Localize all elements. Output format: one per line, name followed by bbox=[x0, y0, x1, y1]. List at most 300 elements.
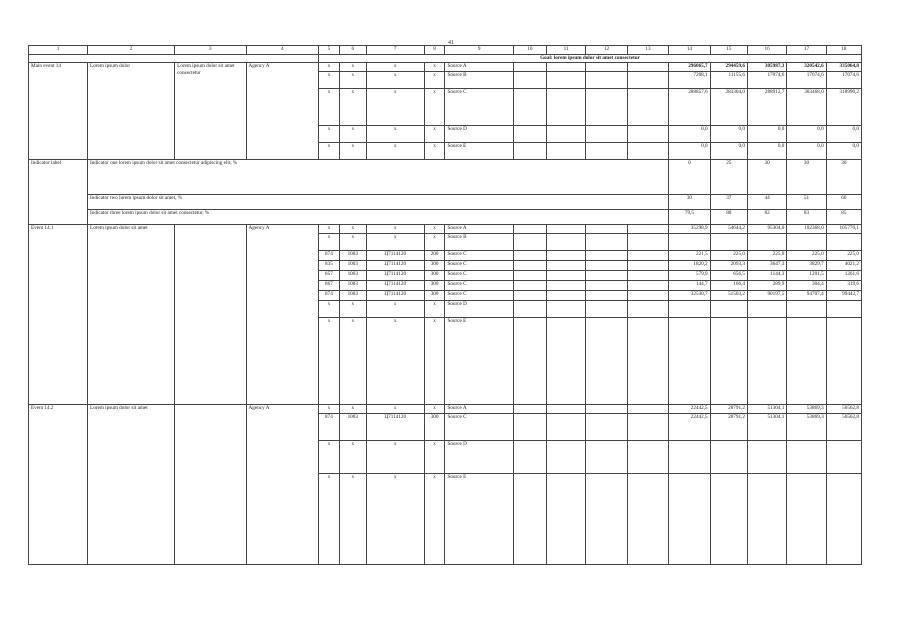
source-cell: Source C bbox=[445, 89, 513, 126]
column-number: 9 bbox=[445, 46, 513, 55]
value-cell: 85 bbox=[826, 210, 861, 225]
empty-cell bbox=[546, 405, 585, 414]
kbk-cell: x bbox=[319, 318, 340, 405]
source-cell: Source B bbox=[445, 234, 513, 251]
kbk-cell: x bbox=[319, 301, 340, 318]
source-cell: Source E bbox=[445, 318, 513, 405]
kbk-cell: x bbox=[339, 234, 366, 251]
empty-cell bbox=[513, 301, 546, 318]
kbk-cell: x bbox=[424, 143, 445, 160]
kbk-cell: x bbox=[366, 441, 424, 474]
value-cell: 305987,3 bbox=[747, 63, 786, 72]
kbk-cell: 300 bbox=[424, 414, 445, 441]
empty-cell bbox=[513, 474, 546, 565]
value-cell: 60 bbox=[826, 195, 861, 210]
column-number: 4 bbox=[246, 46, 319, 55]
kbk-cell: x bbox=[424, 441, 445, 474]
value-cell bbox=[710, 474, 747, 565]
source-cell: Source E bbox=[445, 474, 513, 565]
kbk-cell: x bbox=[339, 318, 366, 405]
value-cell: 318990,2 bbox=[826, 89, 861, 126]
kbk-cell: x bbox=[319, 225, 340, 234]
source-cell: Source B bbox=[445, 72, 513, 89]
page-number: 41 bbox=[448, 40, 454, 46]
kbk-cell: x bbox=[366, 318, 424, 405]
main_event-row bbox=[29, 63, 862, 72]
empty-cell bbox=[586, 474, 627, 565]
kbk-cell: x bbox=[366, 126, 424, 143]
value-cell: 0,0 bbox=[710, 143, 747, 160]
value-cell: 80 bbox=[710, 210, 747, 225]
goal-row bbox=[29, 55, 862, 63]
value-cell: 51503,2 bbox=[710, 291, 747, 301]
value-cell: 30 bbox=[669, 195, 710, 210]
empty-cell bbox=[513, 261, 546, 271]
kbk-cell: x bbox=[319, 63, 340, 72]
event-label: Event 14.2 bbox=[29, 405, 88, 565]
source-cell: Source D bbox=[445, 126, 513, 143]
value-cell: 83 bbox=[787, 210, 826, 225]
kbk-cell: x bbox=[424, 474, 445, 565]
value-cell: 30 bbox=[826, 160, 861, 195]
value-cell: 296065,7 bbox=[669, 63, 710, 72]
value-cell: 1144,3 bbox=[747, 271, 786, 281]
value-cell bbox=[787, 301, 826, 318]
value-cell: 283304,0 bbox=[710, 89, 747, 126]
empty-cell bbox=[627, 143, 668, 160]
kbk-cell: x bbox=[339, 405, 366, 414]
kbk-cell: x bbox=[319, 143, 340, 160]
event-result bbox=[175, 405, 246, 565]
value-cell bbox=[826, 234, 861, 251]
source-cell: Source C bbox=[445, 414, 513, 441]
value-cell: 303468,0 bbox=[787, 89, 826, 126]
value-cell: 0 bbox=[669, 160, 710, 195]
kbk-cell: x bbox=[366, 234, 424, 251]
event_1-row bbox=[29, 225, 862, 234]
kbk-cell: x bbox=[366, 225, 424, 234]
value-cell: 0,0 bbox=[787, 126, 826, 143]
value-cell: 0,0 bbox=[787, 143, 826, 160]
event-result: Lorem ipsum dolor sit amet consectetur bbox=[175, 63, 246, 160]
empty-cell bbox=[627, 281, 668, 291]
kbk-cell: Ц7114120 bbox=[366, 261, 424, 271]
value-cell bbox=[787, 234, 826, 251]
value-cell bbox=[710, 301, 747, 318]
kbk-cell: x bbox=[319, 89, 340, 126]
value-cell: 288912,7 bbox=[747, 89, 786, 126]
source-cell: Source A bbox=[445, 225, 513, 234]
empty-cell bbox=[546, 89, 585, 126]
event_2-row bbox=[29, 405, 862, 414]
value-cell: 82 bbox=[747, 210, 786, 225]
empty-cell bbox=[546, 72, 585, 89]
source-cell: Source C bbox=[445, 251, 513, 261]
empty-cell bbox=[546, 281, 585, 291]
empty-cell bbox=[627, 72, 668, 89]
indicator-row bbox=[29, 160, 862, 195]
source-cell: Source D bbox=[445, 441, 513, 474]
empty-cell bbox=[586, 291, 627, 301]
value-cell: 54644,2 bbox=[710, 225, 747, 234]
value-cell: 28791,2 bbox=[710, 414, 747, 441]
value-cell: 51 bbox=[787, 195, 826, 210]
value-cell: 30 bbox=[787, 160, 826, 195]
value-cell: 1820,2 bbox=[669, 261, 710, 271]
column-number: 12 bbox=[586, 46, 627, 55]
value-cell bbox=[787, 441, 826, 474]
value-cell: 56562,8 bbox=[826, 405, 861, 414]
value-cell: 0,0 bbox=[669, 126, 710, 143]
kbk-cell: 835 bbox=[319, 261, 340, 271]
kbk-cell: 1003 bbox=[339, 281, 366, 291]
value-cell: 2093,3 bbox=[710, 261, 747, 271]
empty-cell bbox=[586, 441, 627, 474]
kbk-cell: 300 bbox=[424, 261, 445, 271]
value-cell: 51304,1 bbox=[747, 414, 786, 441]
kbk-cell: x bbox=[339, 225, 366, 234]
empty-cell bbox=[546, 474, 585, 565]
empty-cell bbox=[627, 318, 668, 405]
empty-cell bbox=[586, 126, 627, 143]
empty-cell bbox=[546, 261, 585, 271]
event-executor: Agency A bbox=[246, 225, 319, 405]
value-cell: 0,0 bbox=[669, 143, 710, 160]
kbk-cell: 300 bbox=[424, 281, 445, 291]
kbk-cell: 200 bbox=[424, 251, 445, 261]
source-cell: Source C bbox=[445, 281, 513, 291]
budget-table bbox=[28, 45, 862, 565]
value-cell bbox=[826, 318, 861, 405]
value-cell bbox=[669, 301, 710, 318]
value-cell: 335064,8 bbox=[826, 63, 861, 72]
kbk-cell: x bbox=[366, 89, 424, 126]
kbk-cell: Ц7114120 bbox=[366, 271, 424, 281]
empty-cell bbox=[513, 234, 546, 251]
empty-cell bbox=[513, 405, 546, 414]
value-cell: 166,4 bbox=[710, 281, 747, 291]
empty-cell bbox=[627, 271, 668, 281]
kbk-cell: 1003 bbox=[339, 251, 366, 261]
empty-cell bbox=[627, 251, 668, 261]
event-executor: Agency A bbox=[246, 405, 319, 565]
column-number: 14 bbox=[669, 46, 710, 55]
event-label: Event 14.1 bbox=[29, 225, 88, 405]
value-cell bbox=[747, 474, 786, 565]
value-cell: 7208,1 bbox=[669, 72, 710, 89]
value-cell: 289,9 bbox=[747, 281, 786, 291]
empty-cell bbox=[586, 271, 627, 281]
value-cell: 225,0 bbox=[747, 251, 786, 261]
kbk-cell: x bbox=[339, 441, 366, 474]
empty-cell bbox=[513, 291, 546, 301]
value-cell bbox=[710, 234, 747, 251]
event-executor: Agency A bbox=[246, 63, 319, 160]
kbk-cell: x bbox=[319, 126, 340, 143]
value-cell bbox=[669, 234, 710, 251]
kbk-cell: x bbox=[424, 126, 445, 143]
empty-cell bbox=[546, 291, 585, 301]
kbk-cell: x bbox=[424, 89, 445, 126]
indicator-label: Indicator label bbox=[29, 160, 88, 225]
empty-cell bbox=[546, 234, 585, 251]
empty-cell bbox=[546, 301, 585, 318]
empty-cell bbox=[513, 126, 546, 143]
indicator-row bbox=[29, 210, 862, 225]
column-number: 6 bbox=[339, 46, 366, 55]
kbk-cell: x bbox=[339, 474, 366, 565]
kbk-cell: 1003 bbox=[339, 291, 366, 301]
kbk-cell: Ц7114120 bbox=[366, 291, 424, 301]
empty-cell bbox=[586, 301, 627, 318]
value-cell: 3647,3 bbox=[747, 261, 786, 271]
value-cell: 294459,6 bbox=[710, 63, 747, 72]
value-cell: 319,6 bbox=[826, 281, 861, 291]
value-cell: 17074,6 bbox=[747, 72, 786, 89]
empty-cell bbox=[627, 301, 668, 318]
value-cell bbox=[747, 441, 786, 474]
column-number: 13 bbox=[627, 46, 668, 55]
value-cell: 35298,9 bbox=[669, 225, 710, 234]
empty-cell bbox=[513, 414, 546, 441]
kbk-cell: x bbox=[319, 72, 340, 89]
value-cell: 304,4 bbox=[787, 281, 826, 291]
indicator-text: Indicator one lorem ipsum dolor sit amet consectetur adipiscing elit, % bbox=[88, 160, 669, 195]
empty-cell bbox=[546, 143, 585, 160]
value-cell: 22442,5 bbox=[669, 414, 710, 441]
indicator-text: Indicator three lorem ipsum dolor sit amet consectetur, % bbox=[88, 210, 669, 225]
kbk-cell: Ц7114120 bbox=[366, 414, 424, 441]
event-result bbox=[175, 225, 246, 405]
kbk-cell: 1003 bbox=[339, 261, 366, 271]
value-cell: 221,5 bbox=[669, 251, 710, 261]
value-cell: 90197,5 bbox=[747, 291, 786, 301]
source-cell: Source A bbox=[445, 405, 513, 414]
kbk-cell: x bbox=[366, 72, 424, 89]
source-cell: Source C bbox=[445, 271, 513, 281]
value-cell: 53869,3 bbox=[787, 414, 826, 441]
empty-cell bbox=[513, 318, 546, 405]
kbk-cell: 874 bbox=[319, 251, 340, 261]
kbk-cell: x bbox=[424, 318, 445, 405]
value-cell: 32530,7 bbox=[669, 291, 710, 301]
empty-cell bbox=[586, 89, 627, 126]
value-cell: 28791,2 bbox=[710, 405, 747, 414]
value-cell bbox=[826, 474, 861, 565]
empty-cell bbox=[627, 405, 668, 414]
value-cell: 56562,8 bbox=[826, 414, 861, 441]
value-cell: 225,0 bbox=[787, 251, 826, 261]
empty-cell bbox=[546, 318, 585, 405]
source-cell: Source A bbox=[445, 63, 513, 72]
value-cell: 320542,6 bbox=[787, 63, 826, 72]
kbk-cell: x bbox=[424, 225, 445, 234]
value-cell: 53869,3 bbox=[787, 405, 826, 414]
empty-cell bbox=[586, 225, 627, 234]
empty-cell bbox=[546, 414, 585, 441]
source-cell: Source C bbox=[445, 261, 513, 271]
kbk-cell: x bbox=[424, 72, 445, 89]
column-number: 3 bbox=[175, 46, 246, 55]
empty-cell bbox=[546, 126, 585, 143]
empty-cell bbox=[586, 72, 627, 89]
empty-cell bbox=[627, 291, 668, 301]
column-number: 16 bbox=[747, 46, 786, 55]
column-number: 5 bbox=[319, 46, 340, 55]
value-cell bbox=[787, 318, 826, 405]
kbk-cell: x bbox=[339, 72, 366, 89]
empty-cell bbox=[627, 126, 668, 143]
empty-cell bbox=[627, 225, 668, 234]
empty-cell bbox=[513, 63, 546, 72]
empty-cell bbox=[627, 63, 668, 72]
kbk-cell: x bbox=[366, 63, 424, 72]
value-cell: 79,5 bbox=[669, 210, 710, 225]
column-number: 8 bbox=[424, 46, 445, 55]
empty-cell bbox=[546, 441, 585, 474]
kbk-cell: 300 bbox=[424, 271, 445, 281]
kbk-cell: 1003 bbox=[339, 414, 366, 441]
kbk-cell: x bbox=[319, 441, 340, 474]
empty-cell bbox=[627, 89, 668, 126]
value-cell: 1261,6 bbox=[826, 271, 861, 281]
column-number: 18 bbox=[826, 46, 861, 55]
value-cell bbox=[747, 234, 786, 251]
kbk-cell: 867 bbox=[319, 281, 340, 291]
value-cell: 3829,7 bbox=[787, 261, 826, 271]
empty-cell bbox=[513, 441, 546, 474]
kbk-cell: 300 bbox=[424, 291, 445, 301]
value-cell: 105770,1 bbox=[826, 225, 861, 234]
value-cell bbox=[787, 474, 826, 565]
kbk-cell: x bbox=[339, 143, 366, 160]
value-cell bbox=[669, 441, 710, 474]
column-number: 11 bbox=[546, 46, 585, 55]
kbk-cell: x bbox=[424, 405, 445, 414]
empty-cell bbox=[513, 225, 546, 234]
value-cell: 95304,0 bbox=[747, 225, 786, 234]
value-cell: 4021,2 bbox=[826, 261, 861, 271]
kbk-cell: x bbox=[319, 234, 340, 251]
kbk-cell: 874 bbox=[319, 414, 340, 441]
empty-cell bbox=[546, 63, 585, 72]
kbk-cell: x bbox=[424, 63, 445, 72]
source-cell: Source D bbox=[445, 301, 513, 318]
kbk-cell: x bbox=[366, 301, 424, 318]
value-cell: 1201,5 bbox=[787, 271, 826, 281]
kbk-cell: x bbox=[366, 143, 424, 160]
empty-cell bbox=[627, 261, 668, 271]
kbk-cell: x bbox=[319, 474, 340, 565]
column-number: 10 bbox=[513, 46, 546, 55]
empty-cell bbox=[586, 261, 627, 271]
column-number: 2 bbox=[88, 46, 175, 55]
kbk-cell: 874 bbox=[319, 291, 340, 301]
value-cell: 17074,6 bbox=[826, 72, 861, 89]
column-number: 7 bbox=[366, 46, 424, 55]
value-cell: 656,5 bbox=[710, 271, 747, 281]
empty-cell bbox=[513, 89, 546, 126]
indicator-row bbox=[29, 195, 862, 210]
empty-cell bbox=[586, 414, 627, 441]
event-label: Main event 14 bbox=[29, 63, 88, 160]
empty-cell bbox=[586, 251, 627, 261]
value-cell: 17074,6 bbox=[787, 72, 826, 89]
value-cell: 0,0 bbox=[826, 143, 861, 160]
event-name: Lorem ipsum dolor sit amet bbox=[88, 405, 175, 565]
column-number: 1 bbox=[29, 46, 88, 55]
kbk-cell: x bbox=[424, 234, 445, 251]
empty-cell bbox=[546, 251, 585, 261]
column-number: 17 bbox=[787, 46, 826, 55]
goal-text: Goal: lorem ipsum dolor sit amet consectetur bbox=[319, 55, 862, 63]
value-cell bbox=[710, 441, 747, 474]
value-cell bbox=[669, 318, 710, 405]
source-cell: Source E bbox=[445, 143, 513, 160]
value-cell: 30 bbox=[747, 160, 786, 195]
kbk-cell: x bbox=[424, 301, 445, 318]
empty-cell bbox=[586, 63, 627, 72]
value-cell: 225,0 bbox=[826, 251, 861, 261]
column-number: 15 bbox=[710, 46, 747, 55]
value-cell: 99442,7 bbox=[826, 291, 861, 301]
value-cell bbox=[747, 301, 786, 318]
empty-cell bbox=[513, 251, 546, 261]
value-cell: 225,0 bbox=[710, 251, 747, 261]
kbk-cell: 857 bbox=[319, 271, 340, 281]
value-cell: 94707,4 bbox=[787, 291, 826, 301]
kbk-cell: x bbox=[339, 63, 366, 72]
kbk-cell: x bbox=[339, 301, 366, 318]
kbk-cell: x bbox=[366, 405, 424, 414]
value-cell bbox=[826, 441, 861, 474]
value-cell: 44 bbox=[747, 195, 786, 210]
empty-cell bbox=[586, 405, 627, 414]
source-cell: Source C bbox=[445, 291, 513, 301]
event-name: Lorem ipsum dolor bbox=[88, 63, 175, 160]
column-number-row bbox=[29, 46, 862, 55]
event-name: Lorem ipsum dolor sit amet bbox=[88, 225, 175, 405]
value-cell: 0,0 bbox=[747, 126, 786, 143]
empty-cell bbox=[29, 55, 319, 63]
value-cell: 11155,6 bbox=[710, 72, 747, 89]
kbk-cell: Ц7114120 bbox=[366, 281, 424, 291]
empty-cell bbox=[586, 234, 627, 251]
value-cell bbox=[669, 474, 710, 565]
empty-cell bbox=[586, 318, 627, 405]
kbk-cell: 1003 bbox=[339, 271, 366, 281]
value-cell: 0,0 bbox=[826, 126, 861, 143]
kbk-cell: x bbox=[339, 89, 366, 126]
empty-cell bbox=[546, 271, 585, 281]
value-cell: 51304,1 bbox=[747, 405, 786, 414]
value-cell: 0,0 bbox=[747, 143, 786, 160]
kbk-cell: x bbox=[339, 126, 366, 143]
value-cell bbox=[747, 318, 786, 405]
empty-cell bbox=[513, 72, 546, 89]
indicator-text: Indicator two lorem ipsum dolor sit amet, % bbox=[88, 195, 669, 210]
empty-cell bbox=[546, 225, 585, 234]
value-cell: 579,9 bbox=[669, 271, 710, 281]
value-cell: 37 bbox=[710, 195, 747, 210]
empty-cell bbox=[627, 441, 668, 474]
empty-cell bbox=[586, 143, 627, 160]
value-cell: 25 bbox=[710, 160, 747, 195]
empty-cell bbox=[586, 281, 627, 291]
empty-cell bbox=[627, 234, 668, 251]
value-cell bbox=[826, 301, 861, 318]
empty-cell bbox=[627, 474, 668, 565]
